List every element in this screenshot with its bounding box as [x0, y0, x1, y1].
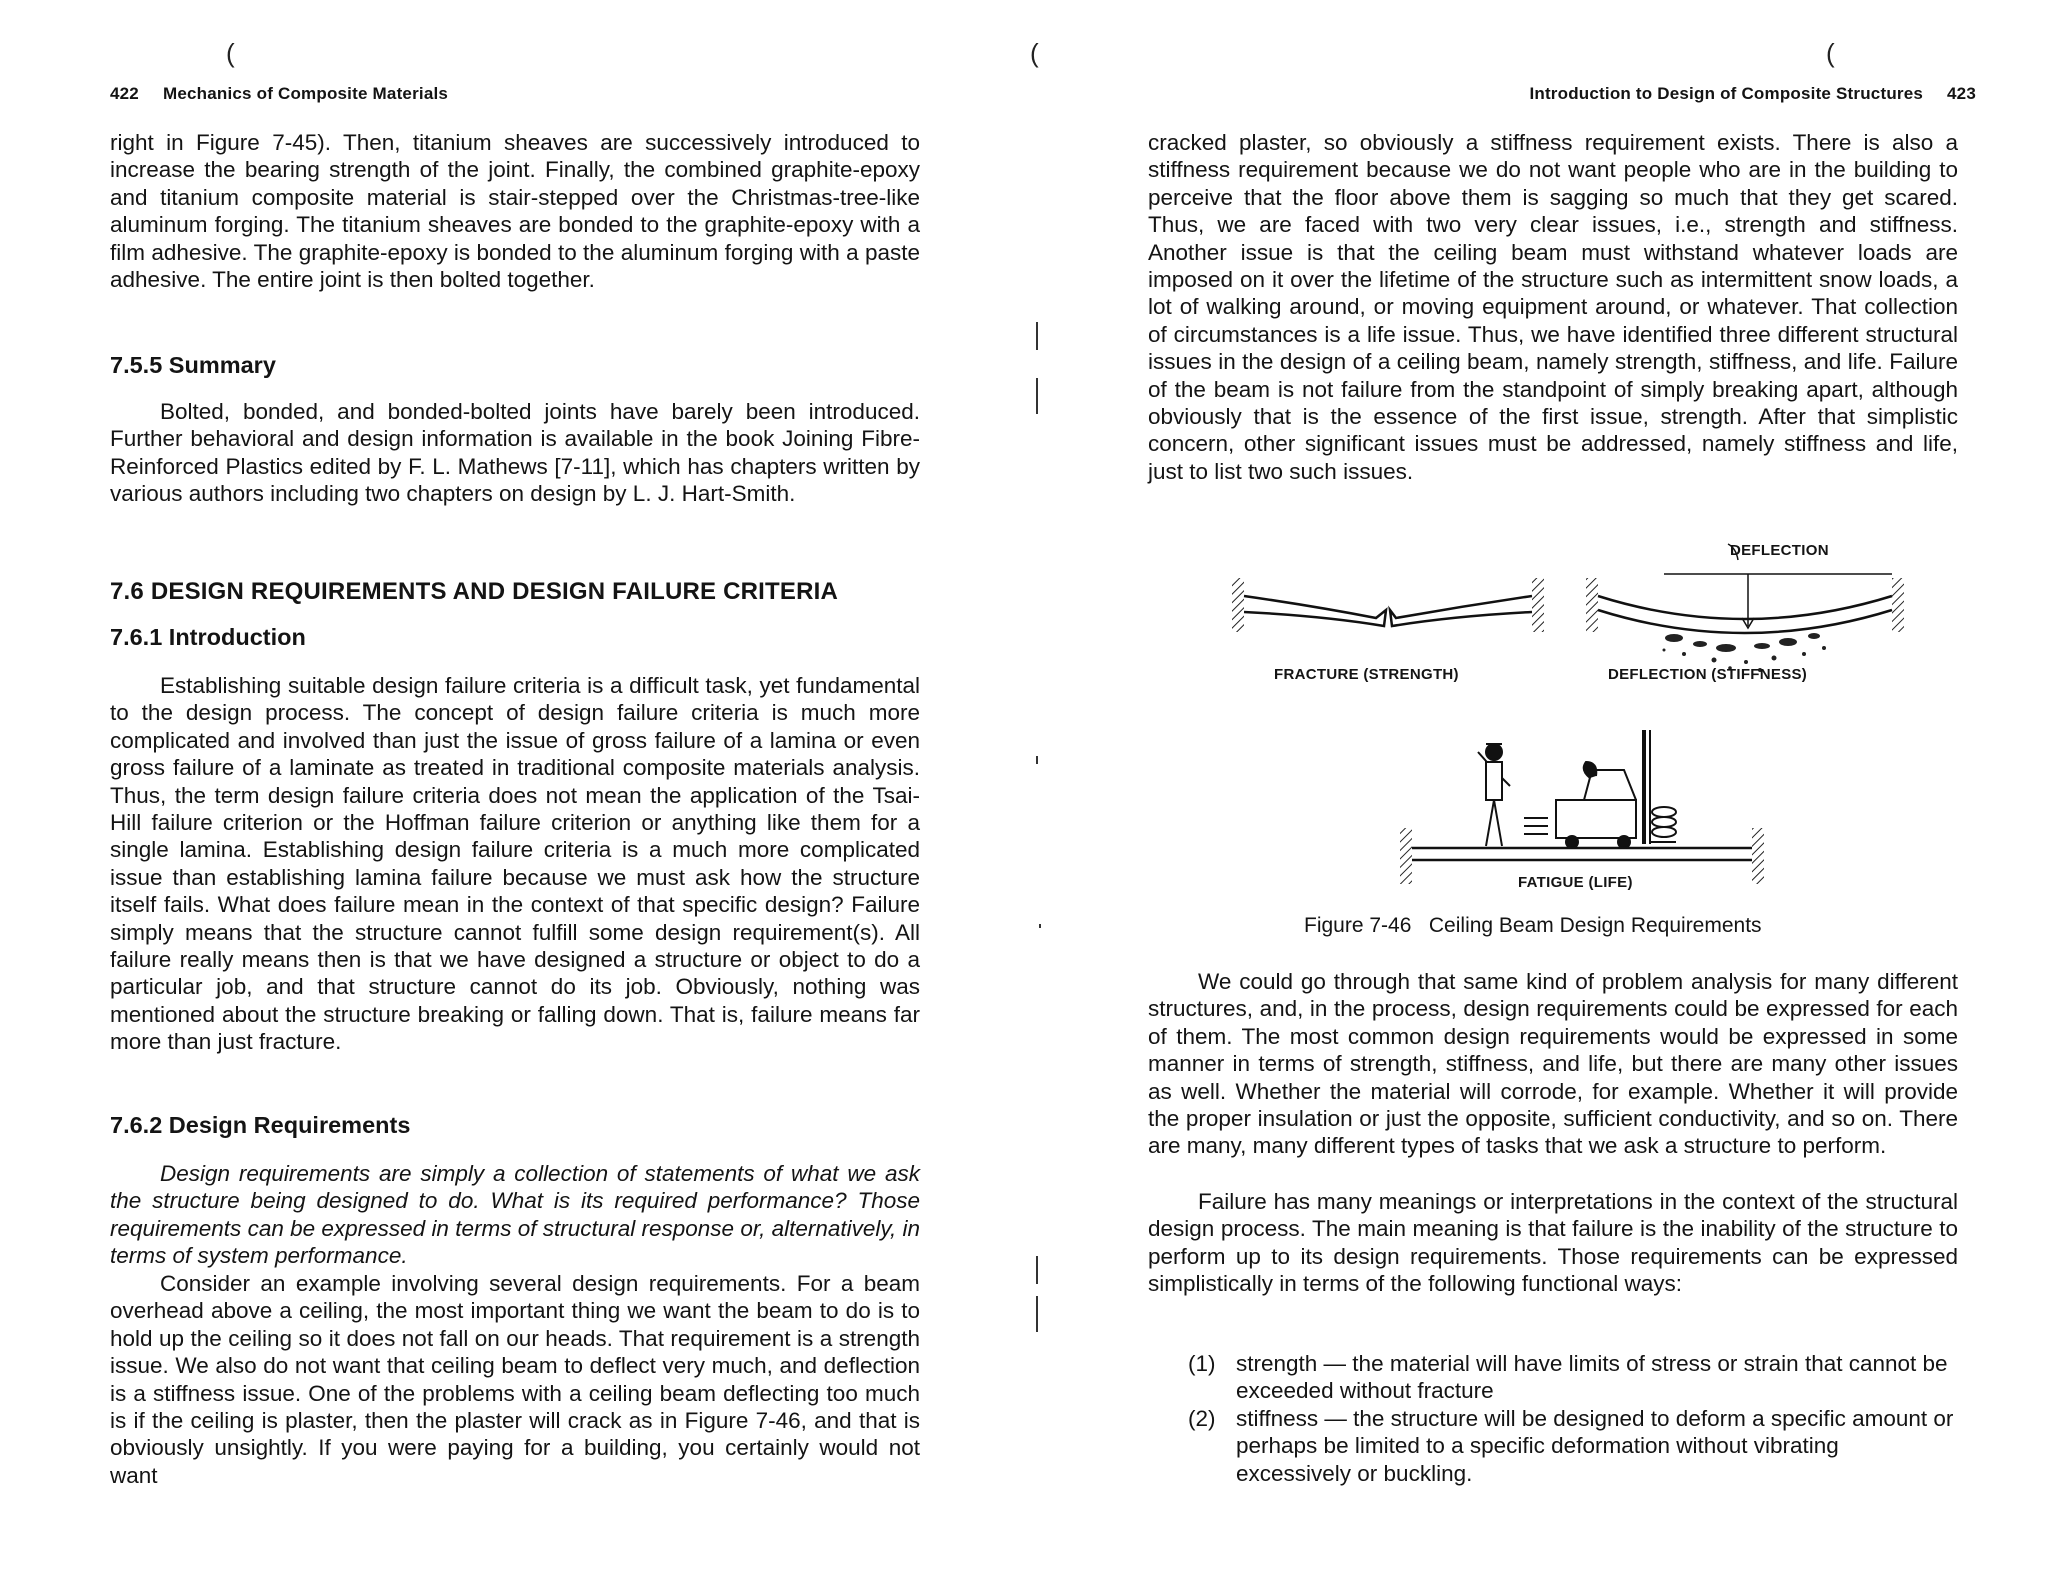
left-block-5: [110, 672, 920, 1056]
paragraph: Failure has many meanings or interpretations in the context of the structural design process. The main meaning is that failure is the inability of the structure to perform up to its design requirements. Those requirements can be expressed simplistically in terms of the following functional ways:: [1148, 1189, 1958, 1297]
left-block-8: [110, 1270, 920, 1489]
left-block-0: [110, 129, 920, 293]
deflection-beam: [1586, 544, 1904, 672]
section-heading: 7.6.2 Design Requirements: [110, 1112, 411, 1138]
right-block-top: [1148, 129, 1958, 485]
paragraph: We could go through that same kind of problem analysis for many different structures, and, in the process, design requirements could be expressed for each of them. The most common design requirements would be expressed in some manner in terms of strength, stiffness, and life, but there are many other issues as well. Whether the material will corrode, for example. Whether it will provide the proper insulation or just the opposite, sufficient conductivity, and so on. There are many, many different types of tasks that we ask a structure to perform.: [1148, 969, 1958, 1159]
paragraph: Design requirements are simply a collection of statements of what we ask the structure being designed to do. What is its required performance? Those requirements can be expressed in terms of structural response or, alternatively, in terms of system performance.: [110, 1161, 920, 1269]
left-block-2: [110, 398, 920, 508]
list-item: (2) stiffness — the structure will be designed to deform a specific amount or perhaps be limited to a specific deformation without vibrating excessively or buckling.: [1188, 1405, 1954, 1486]
page-number: 422: [110, 84, 139, 103]
running-head: Mechanics of Composite Materials: [162, 84, 449, 103]
right-block-list: [1148, 1350, 1958, 1487]
running-head: Introduction to Design of Composite Structures: [1529, 84, 1924, 103]
scan-mark: (: [226, 38, 235, 68]
fracture-strength-label: FRACTURE (STRENGTH): [1274, 666, 1459, 683]
fracture-beam: [1232, 578, 1544, 632]
figure-7-46: [1024, 530, 2048, 950]
scan-mark: (: [1030, 38, 1039, 68]
deflection-label: DEFLECTION: [1730, 542, 1829, 559]
list-item: (1) strength — the material will have limits of stress or strain that cannot be exceeded without fracture: [1188, 1351, 1948, 1404]
left-block-3: [110, 578, 920, 605]
paragraph: right in Figure 7-45). Then, titanium sheaves are successively introduced to increase the bearing strength of the joint. Finally, the combined graphite-epoxy and titanium composite material is stair-stepped over the Christmas-tree-like aluminum forging. The titanium sheaves are bonded to the graphite-epoxy with a film adhesive. The graphite-epoxy is bonded to the aluminum forging with a paste adhesive. The entire joint is then bolted together.: [110, 130, 920, 293]
paragraph: Establishing suitable design failure criteria is a difficult task, yet fundamental to the design process. The concept of design failure criteria is much more complicated and involved than just the issue of gross failure of a lamina or even gross failure of a laminate as treated in traditional composite materials analysis. Thus, the term design failure criteria does not mean the application of the Tsai-Hill failure criterion or the Hoffman failure criterion or anything like them for a single lamina. Establishing design failure criteria is a much more complicated issue than establishing lamina failure because we must ask how the structure itself fails. What does failure mean in the context of that specific design? Failure simply means that the structure cannot fulfill some design requirement(s). All failure really means then is that we have designed a structure or object to do a particular job, and that structure cannot do its job. Obviously, nothing was mentioned about the structure breaking or falling down. That is, failure means far more than just fracture.: [110, 673, 920, 1055]
deflection-stiffness-label: DEFLECTION (STIFFNESS): [1608, 666, 1808, 683]
paragraph: cracked plaster, so obviously a stiffness requirement exists. There is also a stiffness requirement because we do not want people who are in the building to perceive that the floor above them is sagging so much that they get scared. Thus, we are faced with two very clear issues, i.e., strength and stiffness. Another issue is that the ceiling beam must withstand whatever loads are imposed on it over the lifetime of the structure such as intermittent snow loads, a lot of walking around, or moving equipment around, or whatever. That collection of circumstances is a life issue. Thus, we have identified three different structural issues in the design of a ceiling beam, namely strength, stiffness, and life. Failure of the beam is not failure from the standpoint of simply breaking apart, although obviously that is the essence of the first issue, strength. After that simplistic concern, other significant issues must be addressed, namely stiffness and life, just to list two such issues.: [1148, 130, 1958, 484]
left-block-6: [110, 1112, 920, 1139]
person-figure: [1478, 744, 1510, 846]
chapter-heading: 7.6 DESIGN REQUIREMENTS AND DESIGN FAILURE CRITERIA: [110, 578, 839, 605]
section-heading: 7.6.1 Introduction: [110, 624, 306, 650]
requirements-list: [1148, 1350, 1958, 1487]
right-block-a: [1148, 968, 1958, 1160]
left-block-4: [110, 624, 920, 651]
figure-caption: Figure 7-46 Ceiling Beam Design Requirements: [1304, 914, 1762, 937]
fatigue-life-label: FATIGUE (LIFE): [1518, 874, 1633, 891]
section-heading: 7.5.5 Summary: [110, 352, 276, 378]
fatigue-beam: [1400, 730, 1764, 884]
paragraph: Bolted, bonded, and bonded-bolted joints have barely been introduced. Further behavioral and design information is available in the book Joining Fibre-Reinforced Plastics edited by F. L. Mathews [7-11], which has chapters written by various authors including two chapters on design by L. J. Hart-Smith.: [110, 399, 920, 507]
right-running-header: [1529, 84, 1976, 104]
left-running-header: [110, 84, 448, 104]
left-block-1: [110, 352, 920, 379]
scan-mark: (: [1826, 38, 1835, 68]
paragraph: Consider an example involving several design requirements. For a beam overhead above a ceiling, the most important thing we want the beam to do is to hold up the ceiling so it does not fall on our heads. That requirement is a strength issue. We also do not want that ceiling beam to deflect very much, and deflection is a stiffness issue. One of the problems with a ceiling beam deflecting too much is if the ceiling is plaster, then the plaster will crack as in Figure 7-46, and that is obviously unsightly. If you were paying for a building, you certainly would not want: [110, 1271, 920, 1488]
right-block-b: [1148, 1188, 1958, 1298]
forklift: [1524, 730, 1676, 848]
page-number: 423: [1947, 84, 1976, 103]
left-block-7: [110, 1160, 920, 1270]
